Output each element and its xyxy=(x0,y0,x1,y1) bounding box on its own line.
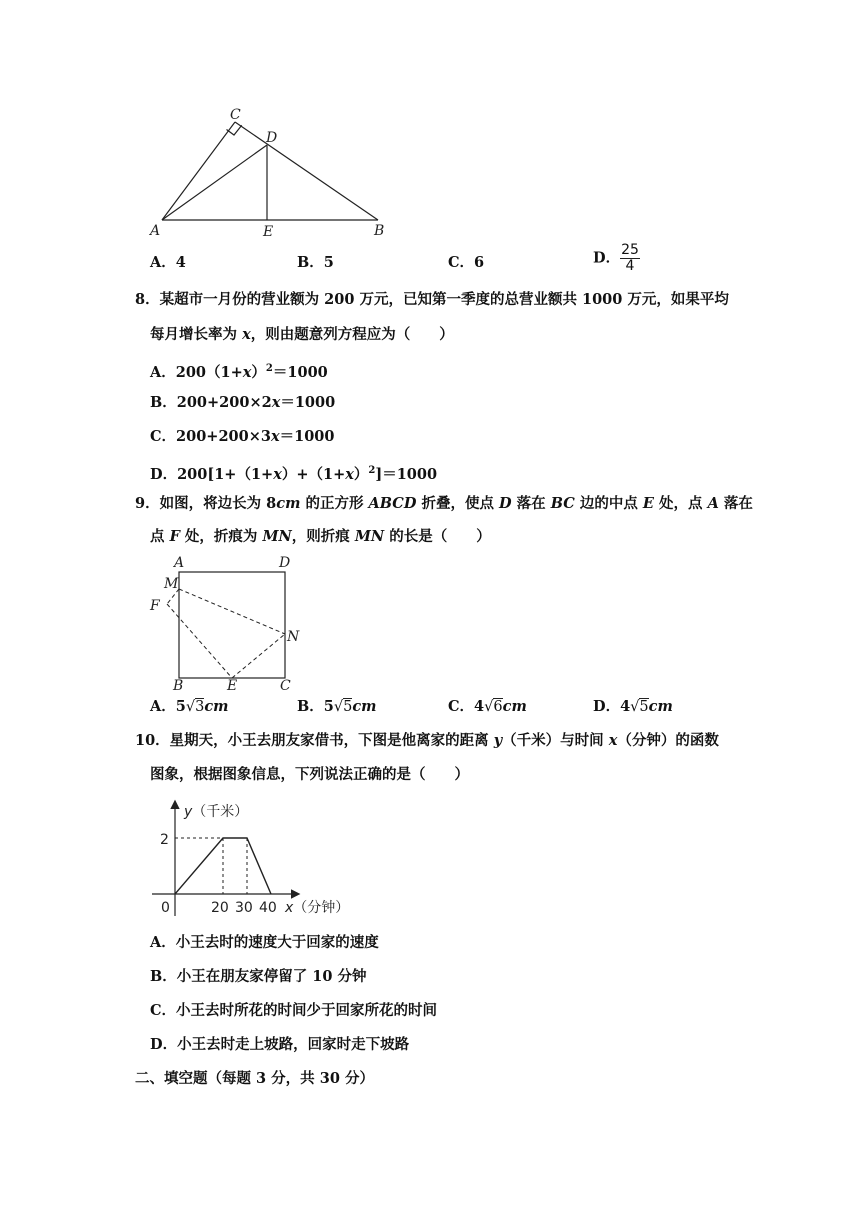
q9-c-letter: C． xyxy=(448,698,475,715)
q10-text-c: （分钟）的函数 xyxy=(617,732,719,749)
q8-d-part3: ） xyxy=(353,465,369,483)
q8-option-b[interactable] xyxy=(150,393,335,413)
q8-a-x: x xyxy=(242,363,252,381)
q8-option-c[interactable] xyxy=(150,427,334,447)
q9-l1-s4: 折叠，使点 xyxy=(416,495,500,512)
q9-l2-s3: MN xyxy=(262,528,292,545)
q9-d-coef: 4 xyxy=(620,698,631,715)
q9-b-coef: 5 xyxy=(323,698,334,715)
q8-stem-line2 xyxy=(150,325,454,345)
q8-a-exp: 2 xyxy=(265,363,273,374)
y-axis-unit: （千米） xyxy=(192,804,249,820)
q9-c-radicand: 6 xyxy=(493,699,503,715)
y-tick-label: 2 xyxy=(160,832,169,848)
q10-text-a: 10．星期天，小王去朋友家借书，下图是他离家的距离 xyxy=(135,732,494,749)
y-axis-label xyxy=(183,803,248,820)
x-tick-label: 40 xyxy=(259,900,277,916)
q10-distance-time-graph xyxy=(148,796,378,921)
label-d: D xyxy=(279,555,291,571)
q9-a-radicand: 3 xyxy=(195,699,205,715)
q9-l1-s9: E xyxy=(642,495,654,512)
x-axis-label xyxy=(284,900,349,916)
fraction-numerator: 25 xyxy=(621,242,639,258)
q9-b-radicand: 5 xyxy=(343,699,353,715)
x-tick-label: 20 xyxy=(211,900,229,916)
q9-l1-s11: A xyxy=(707,495,719,512)
q9-option-c[interactable] xyxy=(448,697,527,717)
q7-option-c-letter: C． xyxy=(448,254,475,271)
q9-l1-s5: D xyxy=(499,495,512,512)
q8-option-a[interactable] xyxy=(150,359,328,383)
q9-a-letter: A． xyxy=(150,698,176,715)
q8-a-part1: A．200（1+ xyxy=(150,363,243,381)
label-a: A xyxy=(150,223,161,239)
q8-stem-text-a: 每月增长率为 xyxy=(150,326,243,343)
q8-stem-text-b: ，则由题意列方程应为（ ） xyxy=(250,326,454,343)
q9-c-unit: cm xyxy=(502,698,527,715)
q9-c-coef: 4 xyxy=(474,698,485,715)
sqrt-sign: √3 xyxy=(185,699,205,715)
q10-text-b: （千米）与时间 xyxy=(502,732,609,749)
q8-stem-line1: 8．某超市一月份的营业额为 200 万元，已知第一季度的总营业额共 1000 万元，如果平均 xyxy=(135,291,729,308)
q9-a-unit: cm xyxy=(204,698,229,715)
q9-d-letter: D． xyxy=(593,698,621,715)
q8-var-x: x xyxy=(242,326,251,343)
q9-l1-s7: BC xyxy=(550,495,575,512)
q9-stem-line2 xyxy=(150,527,491,547)
q8-d-part2: ）+（1+ xyxy=(281,465,346,483)
q8-b-part2: ＝1000 xyxy=(280,394,336,411)
q9-b-unit: cm xyxy=(352,698,377,715)
q9-l1-s6: 落在 xyxy=(511,495,551,512)
q10-var-x: x xyxy=(608,732,618,749)
segment-ac xyxy=(162,122,235,220)
q10-var-y: y xyxy=(493,732,503,749)
segment-fe xyxy=(167,604,232,678)
q7-option-b-letter: B． xyxy=(297,254,324,271)
q8-c-part2: ＝1000 xyxy=(279,428,335,445)
q8-b-part1: B．200+200×2 xyxy=(150,394,272,411)
segment-cb xyxy=(235,122,378,220)
q10-option-d[interactable]: D．小王去时走上坡路，回家时走下坡路 xyxy=(150,1036,410,1053)
label-e: E xyxy=(263,224,274,240)
label-c: C xyxy=(280,678,291,694)
label-d: D xyxy=(266,130,278,146)
q9-l2-s5: MN xyxy=(354,528,385,545)
q9-option-d[interactable] xyxy=(593,697,673,717)
x-axis-unit: （分钟） xyxy=(293,900,350,916)
q8-a-part3: ＝1000 xyxy=(272,363,328,381)
q7-option-b-value: 5 xyxy=(323,254,334,271)
label-f: F xyxy=(150,598,160,614)
q9-l2-s1: F xyxy=(169,528,180,545)
q9-a-coef: 5 xyxy=(175,698,186,715)
sqrt-sign: √5 xyxy=(333,699,353,715)
q9-d-radicand: 5 xyxy=(639,699,649,715)
q7-option-c-value: 6 xyxy=(474,254,485,271)
square-abcd xyxy=(179,572,285,678)
q9-d-unit: cm xyxy=(648,698,673,715)
q9-l1-s8: 边的中点 xyxy=(574,495,643,512)
q9-l1-s12: 落在 xyxy=(718,495,753,512)
q7-option-a-letter: A． xyxy=(150,254,176,271)
q8-d-x2: x xyxy=(345,465,354,483)
sqrt-sign: √5 xyxy=(630,699,649,715)
q9-l1-s3: ABCD xyxy=(368,495,417,512)
q8-c-part1: C．200+200×3 xyxy=(150,428,271,445)
label-a: A xyxy=(174,555,185,571)
q10-option-c[interactable]: C．小王去时所花的时间少于回家所花的时间 xyxy=(150,1002,438,1019)
q9-figure xyxy=(146,552,306,692)
q9-l2-s2: 处，折痕为 xyxy=(179,528,263,545)
segment-en xyxy=(232,634,285,678)
sqrt-sign: √6 xyxy=(484,699,503,715)
section-heading: 二、填空题（每题 3 分，共 30 分） xyxy=(135,1070,374,1087)
y-axis-var: y xyxy=(184,804,193,820)
q8-d-exp: 2 xyxy=(368,465,376,476)
label-c: C xyxy=(230,107,241,123)
q9-l2-s0: 点 xyxy=(150,528,170,545)
fraction-denominator: 4 xyxy=(625,258,635,274)
label-b: B xyxy=(374,223,385,239)
q8-c-x: x xyxy=(270,428,280,445)
q8-d-x: x xyxy=(273,465,282,483)
segment-mn xyxy=(179,589,285,634)
q9-l1-s2: 的正方形 xyxy=(300,495,369,512)
q7-option-a[interactable] xyxy=(150,253,186,273)
q9-b-letter: B． xyxy=(297,698,324,715)
q9-stem-line1 xyxy=(135,494,753,514)
q8-option-d[interactable] xyxy=(150,461,437,485)
label-n: N xyxy=(287,629,300,645)
q10-option-a[interactable]: A．小王去时的速度大于回家的速度 xyxy=(150,934,379,951)
q8-d-part4: ]＝1000 xyxy=(375,465,438,483)
q9-l2-s4: ，则折痕 xyxy=(291,528,355,545)
x-tick-label: 30 xyxy=(235,900,253,916)
q7-option-d-letter: D． xyxy=(593,249,621,267)
q9-l1-s10: 处，点 xyxy=(653,495,708,512)
q7-option-b[interactable] xyxy=(297,253,334,273)
label-m: M xyxy=(164,576,179,592)
q10-option-b[interactable]: B．小王在朋友家停留了 10 分钟 xyxy=(150,968,367,985)
q9-l1-s0: 9．如图，将边长为 8 xyxy=(135,495,277,512)
label-b: B xyxy=(173,678,184,694)
q8-b-x: x xyxy=(271,394,281,411)
q7-figure xyxy=(150,105,390,245)
q7-option-d[interactable] xyxy=(593,243,640,274)
q9-l2-s6: 的长是（ ） xyxy=(384,528,491,545)
q8-a-part2: ） xyxy=(251,363,266,381)
x-axis-var: x xyxy=(285,900,294,916)
segment-ad xyxy=(162,145,267,220)
q10-stem-line2: 图象，根据图象信息，下列说法正确的是（ ） xyxy=(150,766,469,783)
q7-option-c[interactable] xyxy=(448,253,484,273)
q9-l1-s1: cm xyxy=(276,495,301,512)
q7-option-d-fraction xyxy=(620,243,640,274)
q10-stem-line1 xyxy=(135,731,719,751)
q9-option-b[interactable] xyxy=(297,697,377,717)
q9-option-a[interactable] xyxy=(150,697,229,717)
q8-d-part1: D．200[1+（1+ xyxy=(150,465,274,483)
origin-label: 0 xyxy=(161,900,170,916)
q7-option-a-value: 4 xyxy=(175,254,186,271)
label-e: E xyxy=(227,678,238,694)
